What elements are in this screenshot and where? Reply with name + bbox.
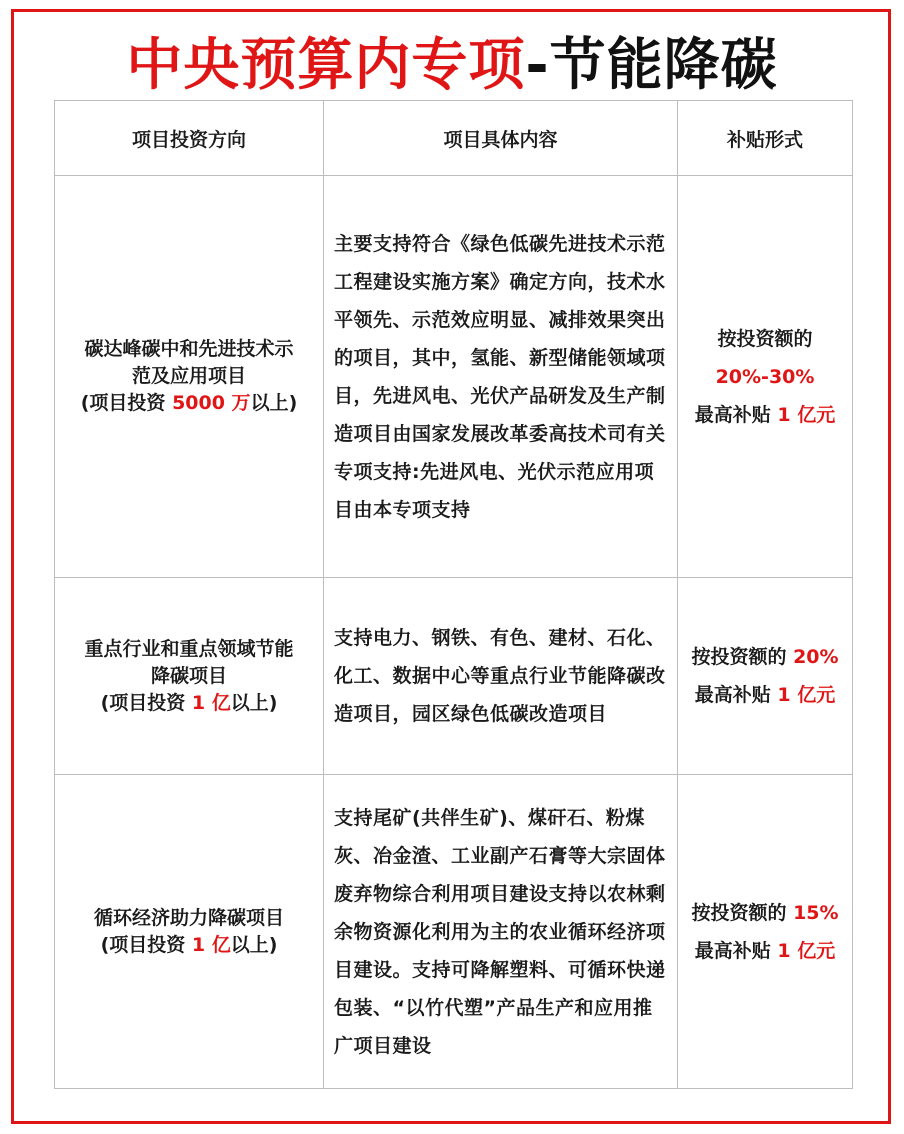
subsidy-rate: 20% [793,646,839,668]
subsidy-cap-line [682,396,848,434]
header-content: 项目具体内容 [324,101,678,176]
table-row [55,578,853,775]
inv-prefix: (项目投资 [100,933,192,956]
header-direction: 项目投资方向 [55,101,324,176]
direction-line: 循环经济助力降碳项目 [93,906,284,929]
direction-line: 重点行业和重点领域节能 [84,637,294,660]
page-title [0,28,904,108]
title-dash: - [525,33,550,98]
subsidy-cap-line [682,676,848,714]
subsidy-rate: 15% [793,901,839,924]
cell-content: 主要支持符合《绿色低碳先进技术示范工程建设实施方案》确定方向，技术水平领先、示范效应明显、减排效果突出的项目，其中，氢能、新型储能领域项目，先进风电、光伏产品研发及生产制造项目由国家发展改革委高技术司有关专项支持:先进风电、光伏示范应用项目由本专项支持 [324,176,678,578]
inv-suffix: 以上) [230,933,278,956]
header-subsidy: 补贴形式 [678,101,853,176]
investment-threshold [65,390,313,417]
cap-prefix: 最高补贴 [694,939,778,962]
cap-prefix: 最高补贴 [694,684,778,706]
subsidy-rate: 20%-30% [715,365,815,388]
cap-prefix: 最高补贴 [694,403,778,426]
subsidy-rate-line [682,894,848,932]
subsidy-table [54,100,853,1089]
table-row [55,176,853,578]
cell-subsidy [678,176,853,578]
direction-line: 碳达峰碳中和先进技术示 [84,338,294,360]
title-main: 中央预算内专项 [126,33,526,98]
investment-threshold [65,690,313,717]
cell-direction [55,775,324,1089]
cell-content: 支持电力、钢铁、有色、建材、石化、化工、数据中心等重点行业节能降碳改造项目，园区绿色低碳改造项目 [324,578,678,775]
cell-direction [55,176,324,578]
subsidy-cap-line [682,932,848,970]
inv-prefix: (项目投资 [100,691,192,714]
investment-threshold [65,932,313,959]
subsidy-cap: 1 亿元 [777,684,836,706]
cell-content: 支持尾矿(共伴生矿)、煤矸石、粉煤灰、冶金渣、工业副产石膏等大宗固体废弃物综合利用项目建设支持以农林剩余物资源化利用为主的农业循环经济项目建设。支持可降解塑料、可循环快递包装、“以竹代塑”产品生产和应用推广项目建设 [324,775,678,1089]
table-row [55,775,853,1089]
direction-line: 降碳项目 [150,664,227,687]
subsidy-cap: 1 亿元 [777,403,836,426]
subsidy-prefix: 按投资额的 [717,327,813,350]
subsidy-prefix: 按投资额的 [691,646,794,668]
subsidy-prefix: 按投资额的 [691,901,794,924]
cell-subsidy [678,775,853,1089]
title-sub: 节能降碳 [549,33,778,98]
inv-amount: 1 亿 [191,933,231,956]
table-header-row [55,101,853,176]
subsidy-rate-line [682,638,848,676]
inv-amount: 1 亿 [191,691,231,714]
subsidy-cap: 1 亿元 [777,939,836,962]
direction-line: 范及应用项目 [131,365,246,387]
inv-suffix: 以上) [250,392,298,414]
inv-amount: 5000 万 [172,392,251,414]
cell-direction [55,578,324,775]
inv-prefix: (项目投资 [80,392,173,414]
cell-subsidy [678,578,853,775]
inv-suffix: 以上) [230,691,278,714]
